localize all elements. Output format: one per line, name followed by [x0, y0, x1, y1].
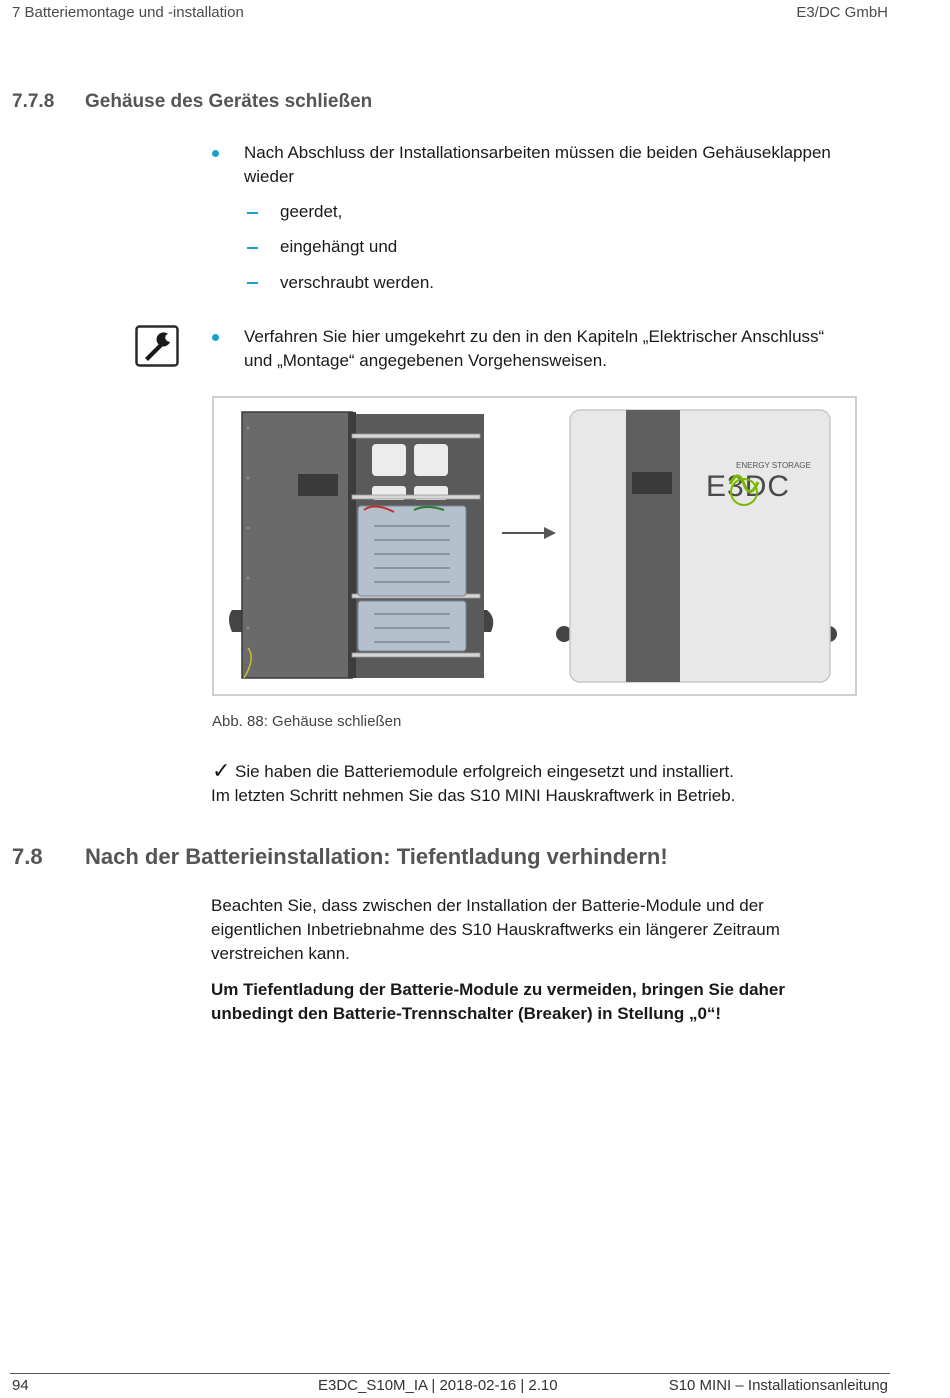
bullet-text — [244, 325, 824, 373]
figure-frame — [212, 396, 857, 696]
result-line: Sie haben die Batteriemodule erfolgreich eingesetzt und installiert. — [235, 762, 734, 781]
paragraph-line: Um Tiefentladung der Batterie-Module zu vermeiden, bringen Sie daher — [211, 980, 786, 999]
page-number: 94 — [12, 1377, 29, 1394]
section-title: Gehäuse des Gerätes schließen — [85, 91, 373, 112]
bullet-marker — [212, 150, 219, 157]
paragraph-line: verstreichen kann. — [211, 944, 350, 963]
dash-marker — [247, 212, 258, 214]
figure-caption: Abb. 88: Gehäuse schließen — [212, 713, 402, 730]
wrench-icon — [135, 325, 179, 367]
check-icon: ✓ — [212, 758, 231, 783]
footer-rule — [10, 1373, 890, 1374]
bullet-text-line: und „Montage“ angegebenen Vorgehensweisen. — [244, 351, 607, 370]
dash-marker — [247, 247, 258, 249]
paragraph — [211, 894, 780, 966]
sub-item: eingehängt und — [280, 237, 398, 256]
running-header-chapter: 7 Batteriemontage und -installation — [12, 4, 244, 21]
paragraph-line: eigentlichen Inbetriebnahme des S10 Hauskraftwerks ein längerer Zeitraum — [211, 920, 780, 939]
bullet-text-line: wieder — [244, 167, 295, 186]
section-number: 7.8 — [12, 844, 43, 869]
logo-tagline: ENERGY STORAGE — [736, 461, 811, 470]
paragraph-line: Beachten Sie, dass zwischen der Installation der Batterie-Module und der — [211, 896, 764, 915]
bullet-text-line: Nach Abschluss der Installationsarbeiten müssen die beiden Gehäuseklappen — [244, 143, 831, 162]
footer-doc-id: E3DC_S10M_IA | 2018-02-16 | 2.10 — [318, 1377, 558, 1394]
bullet-marker — [212, 334, 219, 341]
footer-doc-title: S10 MINI – Installationsanleitung — [668, 1377, 888, 1394]
running-header-company: E3/DC GmbH — [796, 4, 888, 21]
result-line: Im letzten Schritt nehmen Sie das S10 MINI Hauskraftwerk in Betrieb. — [211, 786, 736, 805]
logo-text: E3DC — [706, 470, 791, 503]
figure-illustration — [214, 398, 855, 694]
sub-item: geerdet, — [280, 202, 343, 221]
sub-item: verschraubt werden. — [280, 273, 435, 292]
section-number: 7.7.8 — [12, 91, 55, 112]
bullet-text-line: Verfahren Sie hier umgekehrt zu den in den Kapiteln „Elektrischer Anschluss“ — [244, 327, 825, 346]
paragraph-line: unbedingt den Batterie-Trennschalter (Breaker) in Stellung „0“! — [211, 1004, 722, 1023]
section-title: Nach der Batterieinstallation: Tiefentladung verhindern! — [85, 844, 668, 869]
dash-marker — [247, 282, 258, 284]
warning-paragraph — [211, 978, 785, 1026]
bullet-text — [244, 141, 831, 189]
